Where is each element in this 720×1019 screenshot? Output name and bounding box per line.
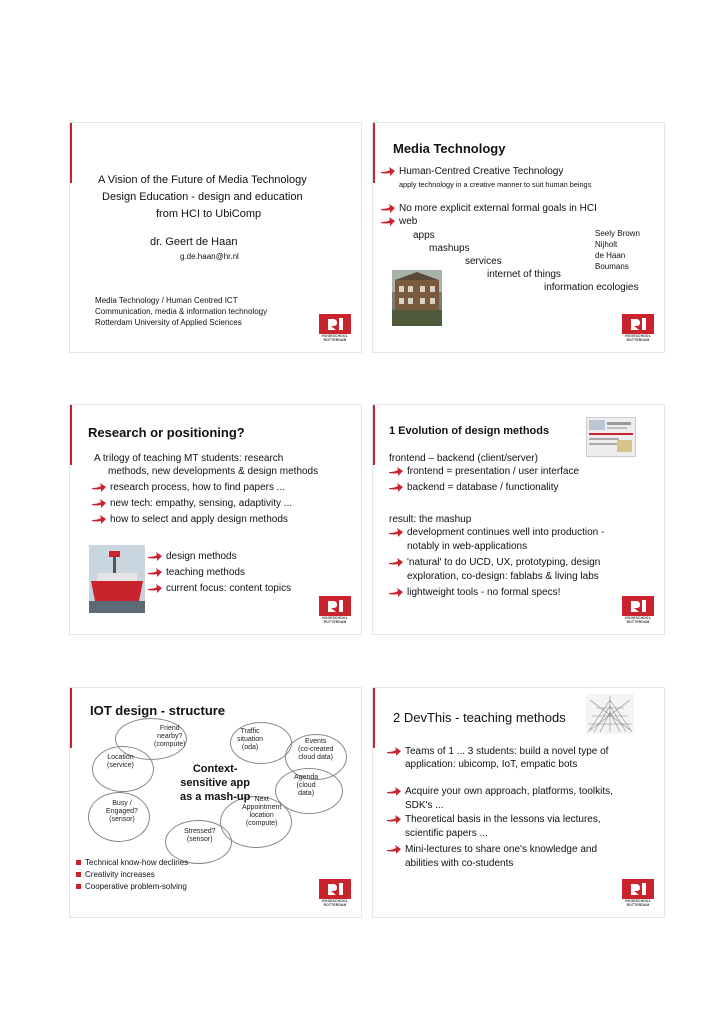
- bullet: Teams of 1 ... 3 students: build a novel type of: [387, 746, 608, 757]
- arrow-icon: [389, 528, 403, 537]
- square-bullet-icon: [76, 884, 81, 889]
- node-friend: Friend nearby? (compute): [154, 725, 186, 748]
- ship-photo: [89, 545, 145, 613]
- arrow-icon: [387, 815, 401, 824]
- accent-bar: [373, 688, 375, 748]
- screenshot-thumbnail: [586, 417, 636, 457]
- arrow-icon: [92, 499, 106, 508]
- arrow-icon: [92, 515, 106, 524]
- node-next-appointment: Next Appointment location (compute): [242, 796, 282, 827]
- arrow-icon: [381, 204, 395, 213]
- title-line: Design Education - design and education: [102, 191, 303, 203]
- affiliation-line: Media Technology / Human Centred ICT: [95, 296, 238, 305]
- affiliation-line: Rotterdam University of Applied Sciences: [95, 318, 242, 327]
- stair-apps: apps: [413, 230, 435, 241]
- arrow-icon: [148, 568, 162, 577]
- bullet: frontend = presentation / user interface: [389, 466, 579, 477]
- sub-bullet: current focus: content topics: [148, 583, 291, 594]
- arrow-icon: [381, 167, 395, 176]
- bullet: Technical know-how declines: [76, 858, 188, 867]
- slide-2: [373, 123, 664, 352]
- hr-logo: HOGESCHOOL ROTTERDAM: [622, 596, 654, 626]
- hr-logo: HOGESCHOOL ROTTERDAM: [622, 879, 654, 909]
- stair-mashups: mashups: [429, 243, 470, 254]
- accent-bar: [373, 123, 375, 183]
- slide-title: 2 DevThis - teaching methods: [393, 710, 566, 725]
- bullet: new tech: empathy, sensing, adaptivity ...: [92, 498, 292, 509]
- bullet-continuation: notably in web-applications: [407, 541, 528, 552]
- author-name-ref: Boumans: [595, 262, 629, 271]
- bullet-continuation: exploration, co-design: fablabs & living labs: [407, 571, 599, 582]
- hr-logo: HOGESCHOOL ROTTERDAM: [319, 879, 351, 909]
- accent-bar: [373, 405, 375, 465]
- center-node: Context- sensitive app as a mash-up: [180, 763, 251, 803]
- affiliation-line: Communication, media & information technology: [95, 307, 268, 316]
- arrow-icon: [387, 845, 401, 854]
- bullet: web: [381, 216, 417, 227]
- bullet: development continues well into production -: [389, 527, 604, 538]
- bullet: how to select and apply design methods: [92, 514, 288, 525]
- bullet: Creativity increases: [76, 870, 155, 879]
- accent-bar: [70, 123, 72, 183]
- node-busy: Busy / Engaged? (sensor): [106, 800, 138, 823]
- bullet-continuation: SDK's ...: [405, 800, 444, 811]
- slide-title: IOT design - structure: [90, 703, 226, 718]
- stair-services: services: [465, 256, 502, 267]
- title-line: from HCI to UbiComp: [156, 208, 262, 220]
- node-events: Events (co-created cloud data): [298, 738, 334, 761]
- slide-4: [373, 405, 664, 634]
- bullet: research process, how to find papers ...: [92, 482, 285, 493]
- intro-line: methods, new developments & design methods: [108, 466, 319, 477]
- intro-line: A trilogy of teaching MT students: research: [94, 453, 284, 464]
- bullet: Cooperative problem-solving: [76, 882, 187, 891]
- author-name-ref: Seely Brown: [595, 229, 640, 238]
- bullet-continuation: application: ubicomp, IoT, empatic bots: [405, 759, 578, 770]
- arrow-icon: [389, 588, 403, 597]
- slide-title: 1 Evolution of design methods: [389, 425, 550, 437]
- bullet: Human-Centred Creative Technology: [381, 166, 563, 177]
- title-line: A Vision of the Future of Media Technology: [98, 174, 307, 186]
- bullet-continuation: scientific papers ...: [405, 828, 488, 839]
- author-name-ref: Nijholt: [595, 240, 618, 249]
- arrow-icon: [389, 467, 403, 476]
- slide-6: [373, 688, 664, 917]
- sub-bullet: design methods: [148, 551, 237, 562]
- stair-ecologies: information ecologies: [544, 282, 639, 293]
- bullet: Mini-lectures to share one's knowledge and: [387, 844, 597, 855]
- author-name-ref: de Haan: [595, 251, 626, 260]
- node-stressed: Stressed? (sensor): [184, 828, 216, 843]
- hr-logo: HOGESCHOOL ROTTERDAM: [319, 596, 351, 626]
- bullet: Theoretical basis in the lessons via lectures,: [387, 814, 601, 825]
- arrow-icon: [381, 217, 395, 226]
- author-name: dr. Geert de Haan: [150, 236, 238, 248]
- slide-5: [70, 688, 361, 917]
- arrow-icon: [387, 747, 401, 756]
- hr-logo: HOGESCHOOL ROTTERDAM: [622, 314, 654, 344]
- stair-iot: internet of things: [487, 269, 561, 280]
- architecture-sketch: [586, 694, 634, 734]
- slide-1: [70, 123, 361, 352]
- slide-title: Research or positioning?: [88, 425, 245, 440]
- accent-bar: [70, 688, 72, 748]
- bullet-continuation: abilities with co-students: [405, 858, 514, 869]
- text-line: frontend – backend (client/server): [389, 453, 538, 464]
- arrow-icon: [148, 552, 162, 561]
- arrow-icon: [389, 558, 403, 567]
- slide-title: Media Technology: [393, 141, 506, 156]
- slide-3: [70, 405, 361, 634]
- bullet: backend = database / functionality: [389, 482, 559, 493]
- building-photo: [392, 270, 442, 326]
- arrow-icon: [387, 787, 401, 796]
- node-location: Location (service): [107, 754, 134, 769]
- author-email: g.de.haan@hr.nl: [180, 252, 239, 261]
- text-line: result: the mashup: [389, 514, 472, 525]
- square-bullet-icon: [76, 872, 81, 877]
- arrow-icon: [92, 483, 106, 492]
- node-agenda: Agenda (cloud data): [294, 774, 319, 797]
- bullet: Acquire your own approach, platforms, toolkits,: [387, 786, 613, 797]
- arrow-icon: [148, 584, 162, 593]
- square-bullet-icon: [76, 860, 81, 865]
- accent-bar: [70, 405, 72, 465]
- sub-bullet: teaching methods: [148, 567, 245, 578]
- hr-logo: HOGESCHOOL ROTTERDAM: [319, 314, 351, 344]
- bullet: lightweight tools - no formal specs!: [389, 587, 560, 598]
- bullet: 'natural' to do UCD, UX, prototyping, design: [389, 557, 600, 568]
- node-traffic: Traffic situation (oda): [237, 728, 264, 751]
- arrow-icon: [389, 483, 403, 492]
- bullet-subtext: apply technology in a creative manner to suit human beings: [399, 180, 592, 189]
- bullet: No more explicit external formal goals in HCI: [381, 203, 597, 214]
